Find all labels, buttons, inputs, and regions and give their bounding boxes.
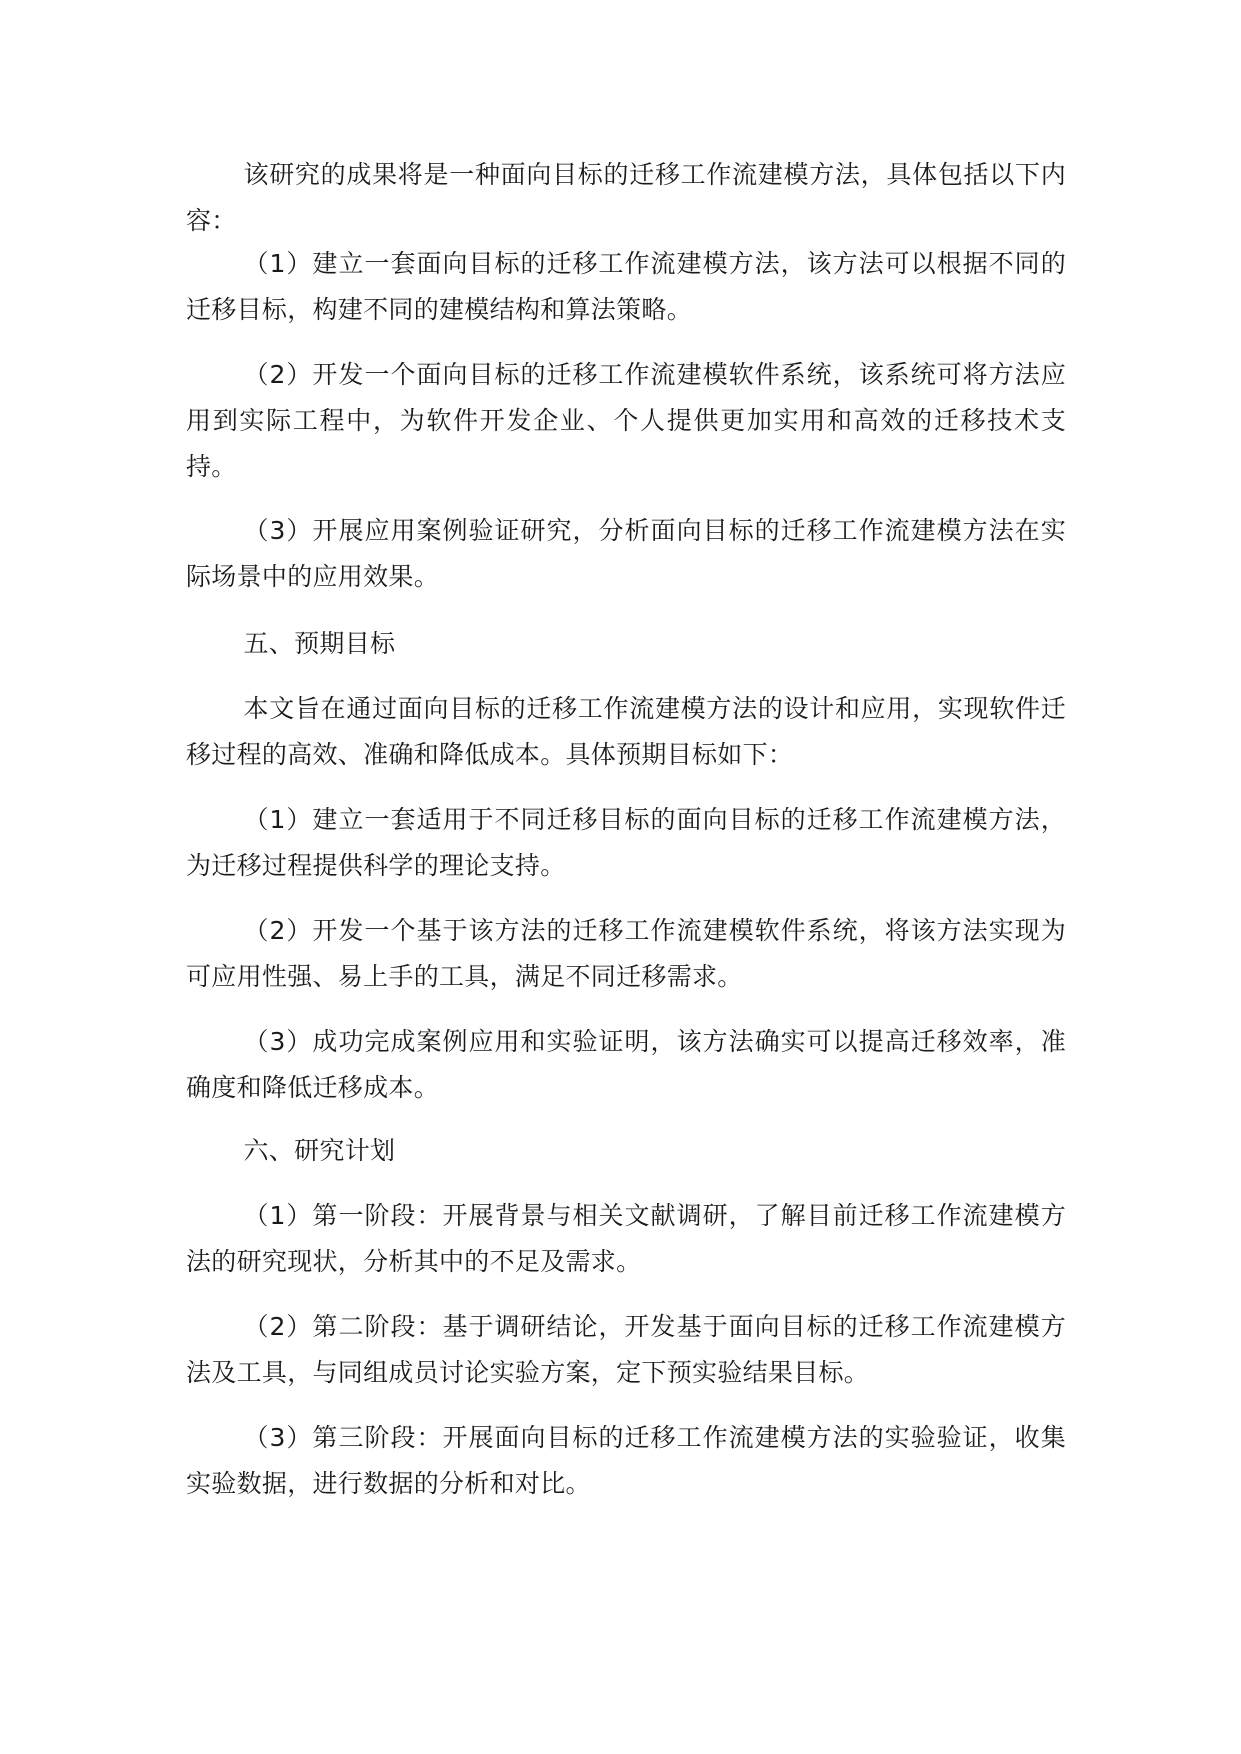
paragraph-outcome-2: （2）开发一个面向目标的迁移工作流建模软件系统，该系统可将方法应用到实际工程中，为软件开发企业、个人提供更加实用和高效的迁移技术支持。: [186, 360, 1066, 481]
paragraph-goals-intro: 本文旨在通过面向目标的迁移工作流建模方法的设计和应用，实现软件迁移过程的高效、准确和降低成本。具体预期目标如下：: [186, 694, 1066, 769]
section-heading-expected-goals: 五、预期目标: [243, 629, 396, 658]
paragraph-goal-3: （3）成功完成案例应用和实验证明，该方法确实可以提高迁移效率，准确度和降低迁移成本。: [186, 1027, 1066, 1102]
paragraph-plan-stage-2: （2）第二阶段：基于调研结论，开发基于面向目标的迁移工作流建模方法及工具，与同组成员讨论实验方案，定下预实验结果目标。: [186, 1312, 1066, 1387]
section-heading-research-plan: 六、研究计划: [243, 1136, 396, 1165]
paragraph-outcome-3: （3）开展应用案例验证研究，分析面向目标的迁移工作流建模方法在实际场景中的应用效果。: [186, 516, 1066, 591]
paragraph-plan-stage-3: （3）第三阶段：开展面向目标的迁移工作流建模方法的实验验证，收集实验数据，进行数据的分析和对比。: [186, 1423, 1066, 1498]
paragraph-goal-1: （1）建立一套适用于不同迁移目标的面向目标的迁移工作流建模方法，为迁移过程提供科学的理论支持。: [186, 805, 1066, 880]
paragraph-goal-2: （2）开发一个基于该方法的迁移工作流建模软件系统，将该方法实现为可应用性强、易上手的工具，满足不同迁移需求。: [186, 916, 1066, 991]
paragraph-outcome-intro: 该研究的成果将是一种面向目标的迁移工作流建模方法，具体包括以下内容：: [186, 160, 1066, 235]
paragraph-outcome-1: （1）建立一套面向目标的迁移工作流建模方法，该方法可以根据不同的迁移目标，构建不同的建模结构和算法策略。: [186, 249, 1066, 324]
paragraph-plan-stage-1: （1）第一阶段：开展背景与相关文献调研，了解目前迁移工作流建模方法的研究现状，分析其中的不足及需求。: [186, 1201, 1066, 1276]
